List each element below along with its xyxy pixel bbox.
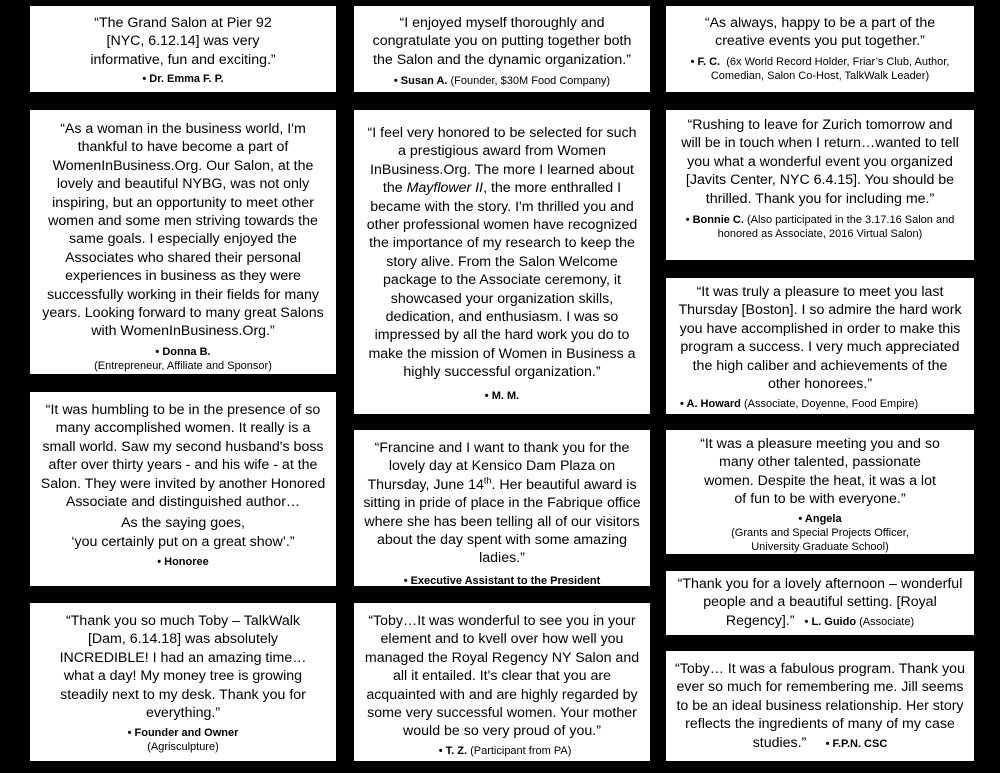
testimonial-attribution [674, 397, 966, 411]
testimonial-quote: “Rushing to leave for Zurich tomorrow and will be in touch when I return…wanted to tell you what a wonderful event you organized [Javits Center, NYC 6.4.15]. You should be thrilled. Thank you for including me.” [681, 117, 959, 207]
testimonial-quote: “The Grand Salon at Pier 92 [NYC, 6.12.14] was very informative, fun and exciting.” [90, 15, 276, 68]
testimonial-detail: (Agrisculpture) [147, 741, 219, 754]
testimonial-quote-text: “Thank you for a lovely afternoon – wonderful people and a beautiful setting. [Royal Regency].” [677, 576, 963, 629]
testimonial-quote [362, 124, 642, 382]
testimonial-attribution [798, 616, 914, 628]
testimonial-detail: (Founder, $30M Food Company) [450, 75, 611, 88]
testimonial-card [666, 6, 974, 92]
testimonial-card [354, 110, 650, 414]
testimonial-attribution [810, 738, 887, 750]
testimonial-detail: (Participant from PA) [470, 744, 572, 757]
testimonial-detail: (Associate, Doyenne, Food Empire) [743, 398, 919, 411]
testimonial-card [666, 571, 974, 635]
testimonial-detail: (Also participated in the 3.17.16 Salon and honored as Associate, 2016 Virtual Salon) [717, 214, 955, 241]
testimonial-author: • A. Howard [680, 398, 741, 411]
testimonial-attribution [433, 745, 572, 757]
testimonial-author: • F.P.N. CSC [825, 737, 888, 750]
testimonial-detail: (Associate) [859, 615, 915, 628]
testimonial-detail: (Grants and Special Projects Officer, University Graduate School) [731, 526, 909, 553]
testimonial-attribution [362, 74, 642, 88]
testimonial-author: • Angela [798, 512, 842, 525]
testimonial-detail: (Entrepreneur, Affiliate and Sponsor) [94, 359, 272, 372]
testimonial-detail: (6x World Record Holder, Friar’s Club, Author, Comedian, Salon Co-Host, TalkWalk Leader) [710, 55, 950, 82]
testimonial-quote: “As a woman in the business world, I'm thankful to have become a part of WomenInBusiness.Org. Our Salon, at the lovely and beautiful NYBG, was not only inspiring, but an opportunity to meet other women and some men striving towards the same goals. I especially enjoyed the Associates who shared their personal experiences in business as they were successfully working in their fields for many years. Looking forward to many great Salons with WomenInBusiness.Org.” [42, 121, 324, 340]
testimonial-card [30, 392, 336, 586]
testimonial-card [30, 603, 336, 761]
testimonial-author: • Donna B. [155, 345, 211, 358]
testimonial-quote [362, 439, 642, 568]
testimonial-attribution [674, 512, 966, 554]
testimonial-quote-main: “It was humbling to be in the presence of so many accomplished women. It really is a small world. Saw my second husband's boss after over thirty years - and his wife - at the Salon. They were invited by another Honored Associate and distinguished author… [40, 402, 326, 511]
testimonial-quote-part: “I feel very honored to be selected for such a prestigious award from Women InBusiness.Org. The more I learned about the [367, 125, 637, 197]
testimonial-author: • Bonnie C. [685, 214, 744, 227]
testimonial-author: • M. M. [484, 389, 520, 402]
testimonial-attribution [38, 345, 328, 373]
testimonial-attribution [38, 72, 328, 86]
testimonial-quote-part: “Francine and I want to thank you for the lovely day at Kensico Dam Plaza on Thursday, June 14 [367, 440, 630, 493]
testimonial-quote-emphasis: Mayflower II [406, 180, 484, 197]
testimonial-quote-part: . Her beautiful award is sitting in pride of place in the Fabrique office where she has been telling all of our visitors about the day spent with some amazing ladies.” [363, 476, 641, 567]
testimonial-quote: “I enjoyed myself thoroughly and congratulate you on putting together both the Salon and the dynamic organization.” [372, 15, 632, 68]
testimonial-quote-closing: ‘you certainly put on a great show’.” [71, 533, 295, 550]
testimonial-author: • Dr. Emma F. P. [142, 73, 224, 86]
testimonial-author: • Susan A. [393, 75, 448, 88]
testimonial-quote-part: , the more enthralled I became with the story. I'm thrilled you and other professional women have recognized the importance of my research to keep the story alive. From the Salon Welcome package to the Associate ceremony, it showcased your organization skills, dedication, and enthusiasm. I was so impressed by all the hard work you do to make the mission of Women in Business a highly successful organization.” [366, 180, 638, 381]
testimonial-quote-superscript: th [483, 475, 492, 486]
testimonial-quote: “It was a pleasure meeting you and so many other talented, passionate women. Despite the heat, it was a lot of fun to be with everyone.” [700, 436, 940, 508]
testimonial-card [30, 110, 336, 374]
testimonial-card [354, 430, 650, 586]
testimonial-attribution [38, 555, 328, 569]
testimonial-author: • Honoree [157, 556, 209, 569]
testimonial-card [354, 603, 650, 761]
testimonial-author: • Founder and Owner [127, 727, 239, 740]
testimonial-author: • F. C. [690, 55, 721, 68]
testimonial-card [666, 430, 974, 554]
testimonial-card [666, 278, 974, 414]
testimonial-card [30, 6, 336, 92]
testimonial-quote: “As always, happy to be a part of the creative events you put together.” [704, 15, 936, 50]
testimonial-quote [674, 575, 966, 631]
testimonial-card [666, 651, 974, 761]
testimonial-quote: “It was truly a pleasure to meet you last Thursday [Boston]. I so admire the hard work you have accomplished in order to make this program a success. I very much appreciated the high caliber and achievements of the other honorees.” [678, 284, 962, 393]
testimonial-quote-text: “Toby… It was a fabulous program. Thank you ever so much for remembering me. Jill seems to be an ideal business relationship. Her story reflects the ingredients of many of my case studies.” [675, 661, 965, 751]
testimonial-attribution [362, 574, 642, 588]
testimonial-author: • T. Z. [438, 744, 468, 757]
testimonial-attribution [362, 389, 642, 403]
testimonial-quote-text: “Toby…It was wonderful to see you in your element and to kvell over how well you managed the Royal Regency NY Salon and all it entailed. It's clear that you are acquainted with and are highly regarded by some very successful women. Your mother would be so very proud of you.” [364, 613, 640, 740]
testimonial-quote [362, 612, 642, 760]
testimonial-quote [38, 401, 328, 551]
testimonial-author: • L. Guido [804, 615, 857, 628]
testimonial-quote-saying: As the saying goes, [121, 515, 245, 532]
testimonial-card [666, 110, 974, 260]
testimonial-quote [674, 660, 966, 753]
testimonial-author: • Executive Assistant to the President [403, 574, 601, 587]
testimonial-quote: “Thank you so much Toby – TalkWalk [Dam, 6.14.18] was absolutely INCREDIBLE! I had an amazing time…what a day! My money tree is growing steadily next to my desk. Thank you for everything.” [59, 613, 307, 722]
testimonial-attribution [674, 55, 966, 83]
testimonial-attribution [38, 726, 328, 754]
testimonial-attribution [674, 213, 966, 241]
testimonial-card [354, 6, 650, 92]
